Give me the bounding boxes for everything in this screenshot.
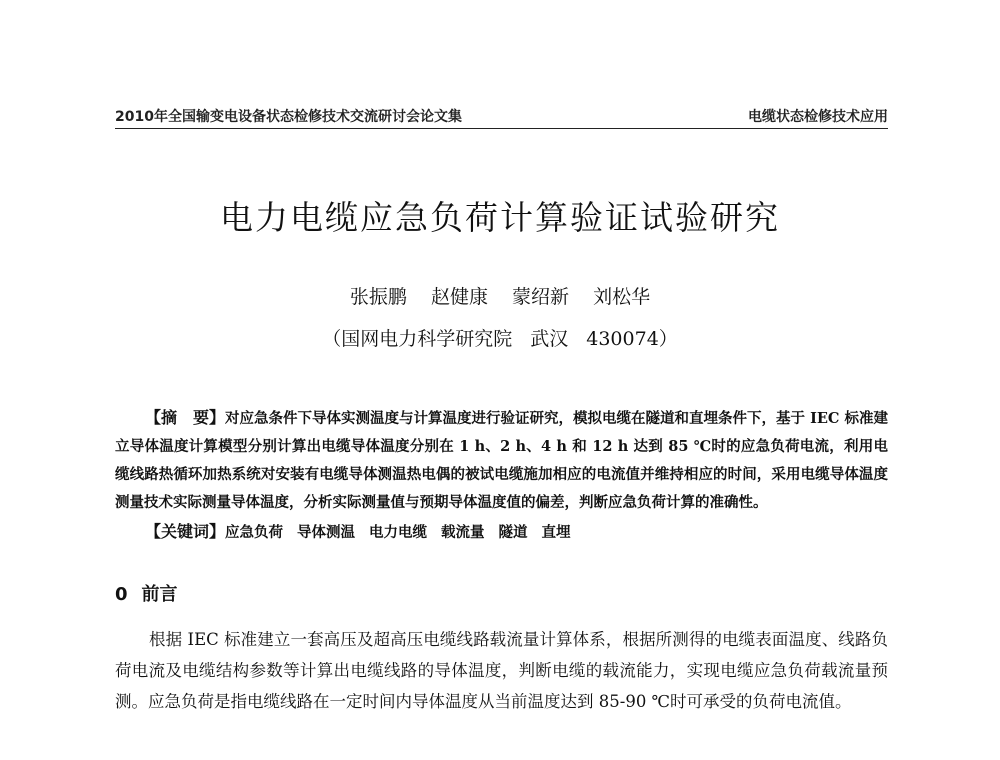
author-name: 蒙绍新 — [512, 286, 570, 308]
author-name: 刘松华 — [593, 286, 651, 308]
author-name: 张振鹏 — [349, 286, 407, 308]
paper-title: 电力电缆应急负荷计算验证试验研究 — [220, 198, 780, 237]
affiliation — [0, 324, 1000, 351]
affiliation-open-paren: （ — [322, 328, 342, 350]
section-title: 前言 — [141, 584, 178, 605]
keyword: 载流量 — [441, 524, 485, 541]
affiliation-org: 国网电力科学研究院 — [341, 328, 513, 350]
affiliation-close-paren: ） — [658, 328, 678, 350]
abstract-tag: 【摘 要】 — [145, 408, 226, 427]
body-paragraph: 根据 IEC 标准建立一套高压及超高压电缆线路载流量计算体系，根据所测得的电缆表面温度、线路负荷电流及电缆结构参数等计算出电缆线路的导体温度，判断电缆的载流能力，实现电缆应急负荷载流量预测。应急负荷是指电缆线路在一定时间内导体温度从当前温度达到 85-90 ℃时可承受的负荷电流值。 — [115, 630, 888, 711]
running-header — [115, 104, 888, 129]
abstract-text: 对应急条件下导体实测温度与计算温度进行验证研究，模拟电缆在隧道和直埋条件下，基于 IEC 标准建立导体温度计算模型分别计算出电缆导体温度分别在 1 h、2 h、4 h 和 12 h 达到 85 ℃时的应急负荷电流，利用电缆线路热循环加热系统对安装有电缆导体测温热电偶的被试电缆施加相应的电流值并维持相应的时间，采用电缆导体温度测量技术实际测量导体温度，分析实际测量值与预期导体温度值的偏差，判断应急负荷计算的准确性。 — [115, 410, 888, 511]
header-section-name: 电缆状态检修技术应用 — [748, 109, 888, 125]
keyword: 应急负荷 — [225, 524, 284, 541]
affiliation-postcode: 430074 — [586, 328, 659, 350]
keyword: 导体测温 — [297, 524, 356, 541]
keywords-tag: 【关键词】 — [145, 522, 226, 541]
abstract — [115, 404, 888, 517]
keyword: 直埋 — [541, 524, 571, 541]
section-heading — [115, 580, 178, 606]
keyword: 隧道 — [498, 524, 528, 541]
keywords — [145, 519, 888, 542]
author-list — [0, 282, 1000, 309]
author-name: 赵健康 — [430, 286, 488, 308]
keyword: 电力电缆 — [369, 524, 428, 541]
section-number: 0 — [115, 584, 128, 605]
header-proceedings-title: 2010年全国输变电设备状态检修技术交流研讨会论文集 — [115, 109, 462, 125]
affiliation-city: 武汉 — [530, 328, 569, 350]
